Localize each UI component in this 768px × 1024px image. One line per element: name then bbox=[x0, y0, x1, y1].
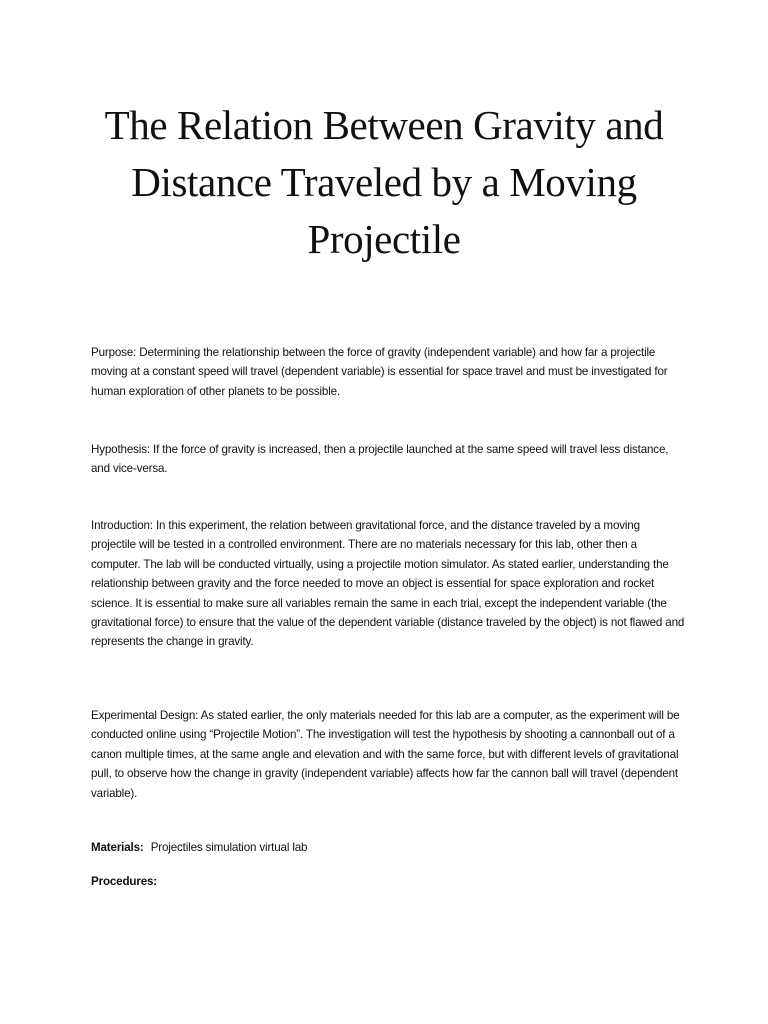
hypothesis-label: Hypothesis: bbox=[91, 443, 150, 456]
purpose-text: Determining the relationship between the force of gravity (independent variable) and how far a projectile moving at a constant speed will travel (dependent variable) is essential for space travel and must be investigated for human exploration of other planets to be possible. bbox=[91, 346, 668, 398]
introduction-text: In this experiment, the relation between gravitational force, and the distance traveled by a moving projectile will be tested in a controlled environment. There are no materials necessary for this lab, other then a computer. The lab will be conducted virtually, using a projectile motion simulator. As stated earlier, understanding the relationship between gravity and the force needed to move an object is essential for space exploration and rocket science. It is essential to make sure all variables remain the same in each trial, except the independent variable (the gravitational force) to ensure that the value of the dependent variable (distance traveled by the object) is not flawed and represents the change in gravity. bbox=[91, 519, 685, 649]
experimental-design-text: As stated earlier, the only materials needed for this lab are a computer, as the experiment will be conducted online using “Projectile Motion”. The investigation will test the hypothesis by shooting a cannonball out of a canon multiple times, at the same angle and elevation and with the same force, but with different levels of gravitational pull, to observe how the change in gravity (independent variable) affects how far the cannon ball will travel (dependent variable). bbox=[91, 709, 680, 800]
materials-paragraph bbox=[91, 838, 687, 857]
hypothesis-paragraph bbox=[91, 440, 687, 479]
purpose-paragraph bbox=[91, 343, 687, 401]
hypothesis-text: If the force of gravity is increased, then a projectile launched at the same speed will travel less distance, and vice-versa. bbox=[91, 443, 669, 476]
procedures-label: Procedures: bbox=[91, 875, 158, 888]
materials-value: Projectiles simulation virtual lab bbox=[150, 841, 308, 854]
purpose-label: Purpose: bbox=[91, 346, 137, 359]
experimental-design-label: Experimental Design: bbox=[91, 709, 199, 722]
procedures-heading bbox=[91, 872, 687, 891]
experimental-design-paragraph bbox=[91, 706, 687, 803]
document-title: The Relation Between Gravity and Distance Traveled by a Moving Projectile bbox=[104, 102, 664, 262]
materials-label: Materials: bbox=[91, 841, 144, 854]
introduction-paragraph bbox=[91, 516, 687, 652]
introduction-label: Introduction: bbox=[91, 519, 153, 532]
